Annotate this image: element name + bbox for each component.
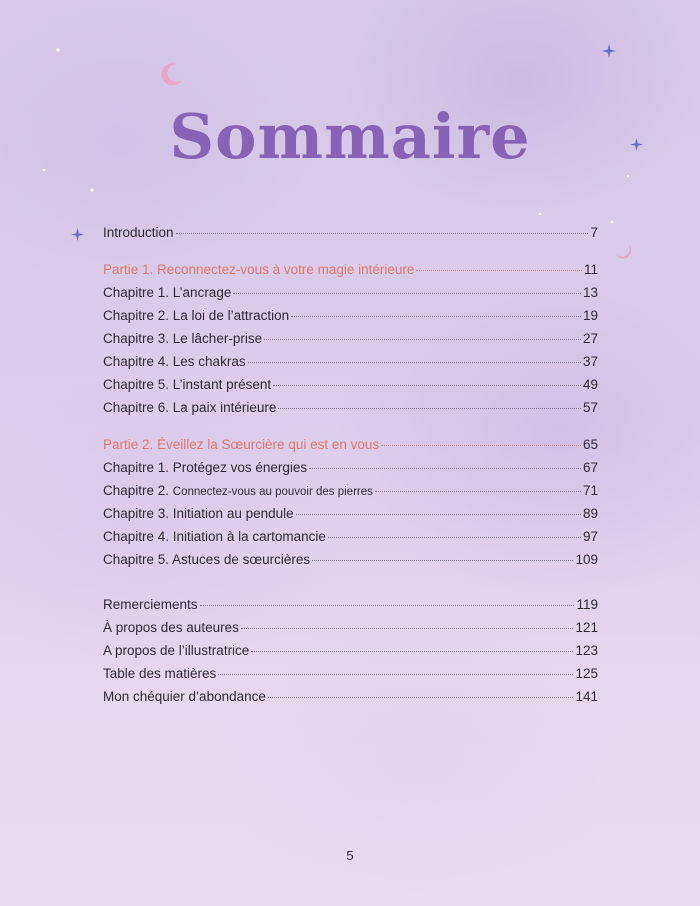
toc-entry-page: 7 — [590, 225, 598, 240]
toc-entry-chapter[interactable] — [103, 327, 598, 350]
toc-entry-chapter[interactable] — [103, 548, 598, 571]
toc-entry-label: Chapitre 1. L’ancrage — [103, 285, 232, 300]
toc-part-page: 65 — [582, 437, 598, 452]
dot-leader — [328, 537, 581, 538]
toc-entry-back-matter[interactable] — [103, 662, 598, 685]
toc-entry-chapter[interactable] — [103, 525, 598, 548]
toc-entry-label: Chapitre 5. L’instant présent — [103, 377, 272, 392]
toc-entry-label — [103, 479, 373, 504]
toc-part-1[interactable] — [103, 258, 598, 281]
toc-entry-page: 89 — [582, 506, 598, 521]
toc-entry-page: 71 — [582, 483, 598, 498]
toc-entry-label: Chapitre 4. Initiation à la cartomancie — [103, 529, 326, 544]
dot-leader — [218, 674, 573, 675]
dot-leader — [176, 233, 589, 234]
toc-entry-page: 123 — [575, 643, 598, 658]
dot-leader — [233, 293, 581, 294]
toc-entry-label: Chapitre 3. Initiation au pendule — [103, 506, 294, 521]
toc-entry-label: Remerciements — [103, 597, 198, 612]
toc-part-label: Partie 1. Reconnectez-vous à votre magie intérieure — [103, 262, 415, 277]
toc-entry-back-matter[interactable] — [103, 685, 598, 708]
toc-entry-label: Introduction — [103, 225, 174, 240]
toc-entry-back-matter[interactable] — [103, 616, 598, 639]
toc-part-page: 11 — [583, 262, 598, 277]
dot-leader — [416, 270, 582, 271]
toc-part-label: Partie 2. Éveillez la Sœurcière qui est en vous — [103, 437, 380, 452]
dot-leader — [381, 445, 581, 446]
toc-entry-chapter[interactable] — [103, 281, 598, 304]
dot-leader — [248, 362, 581, 363]
toc-entry-page: 97 — [582, 529, 598, 544]
toc-entry-page: 121 — [575, 620, 598, 635]
toc-entry-chapter[interactable] — [103, 304, 598, 327]
toc-entry-page: 19 — [582, 308, 598, 323]
page-number: 5 — [346, 848, 354, 863]
toc-entry-label: Chapitre 4. Les chakras — [103, 354, 246, 369]
toc-entry-chapter[interactable] — [103, 479, 598, 502]
dot-leader — [309, 468, 581, 469]
toc-entry-back-matter[interactable] — [103, 639, 598, 662]
toc-entry-back-matter[interactable] — [103, 593, 598, 616]
toc-entry-page: 13 — [582, 285, 598, 300]
dot-leader — [375, 491, 581, 492]
toc-entry-label: Chapitre 3. Le lâcher-prise — [103, 331, 263, 346]
table-of-contents — [103, 221, 598, 708]
dot-leader — [296, 514, 581, 515]
toc-entry-introduction[interactable] — [103, 221, 598, 244]
page-title: Sommaire — [169, 100, 531, 173]
dot-leader — [268, 697, 574, 698]
toc-entry-page: 37 — [582, 354, 598, 369]
dot-leader — [273, 385, 581, 386]
dot-leader — [251, 651, 573, 652]
toc-entry-chapter[interactable] — [103, 350, 598, 373]
toc-entry-label: Chapitre 5. Astuces de sœurcières — [103, 552, 311, 567]
toc-entry-page: 27 — [582, 331, 598, 346]
dot-leader — [278, 408, 581, 409]
toc-entry-chapter[interactable] — [103, 373, 598, 396]
toc-entry-page: 57 — [582, 400, 598, 415]
toc-entry-label: Chapitre 2. La loi de l’attraction — [103, 308, 290, 323]
toc-entry-label: Chapitre 1. Protégez vos énergies — [103, 460, 308, 475]
dot-leader — [291, 316, 581, 317]
toc-entry-label-prefix: Chapitre 2. — [103, 483, 173, 498]
toc-entry-label: A propos de l’illustratrice — [103, 643, 250, 658]
toc-entry-chapter[interactable] — [103, 396, 598, 419]
toc-entry-label-rest: Connectez-vous au pouvoir des pierres — [172, 486, 373, 498]
toc-entry-label: Table des matières — [103, 666, 217, 681]
toc-entry-page: 109 — [575, 552, 598, 567]
dot-leader — [200, 605, 575, 606]
dot-leader — [241, 628, 574, 629]
toc-entry-label: À propos des auteures — [103, 620, 239, 635]
dot-leader — [264, 339, 581, 340]
toc-entry-page: 125 — [575, 666, 598, 681]
toc-entry-page: 141 — [575, 689, 598, 704]
dot-leader — [312, 560, 573, 561]
toc-entry-chapter[interactable] — [103, 502, 598, 525]
toc-entry-page: 67 — [582, 460, 598, 475]
toc-entry-page: 49 — [582, 377, 598, 392]
toc-part-2[interactable] — [103, 433, 598, 456]
toc-entry-label: Mon chéquier d’abondance — [103, 689, 266, 704]
toc-entry-page: 119 — [576, 597, 598, 612]
toc-entry-label: Chapitre 6. La paix intérieure — [103, 400, 277, 415]
toc-entry-chapter[interactable] — [103, 456, 598, 479]
